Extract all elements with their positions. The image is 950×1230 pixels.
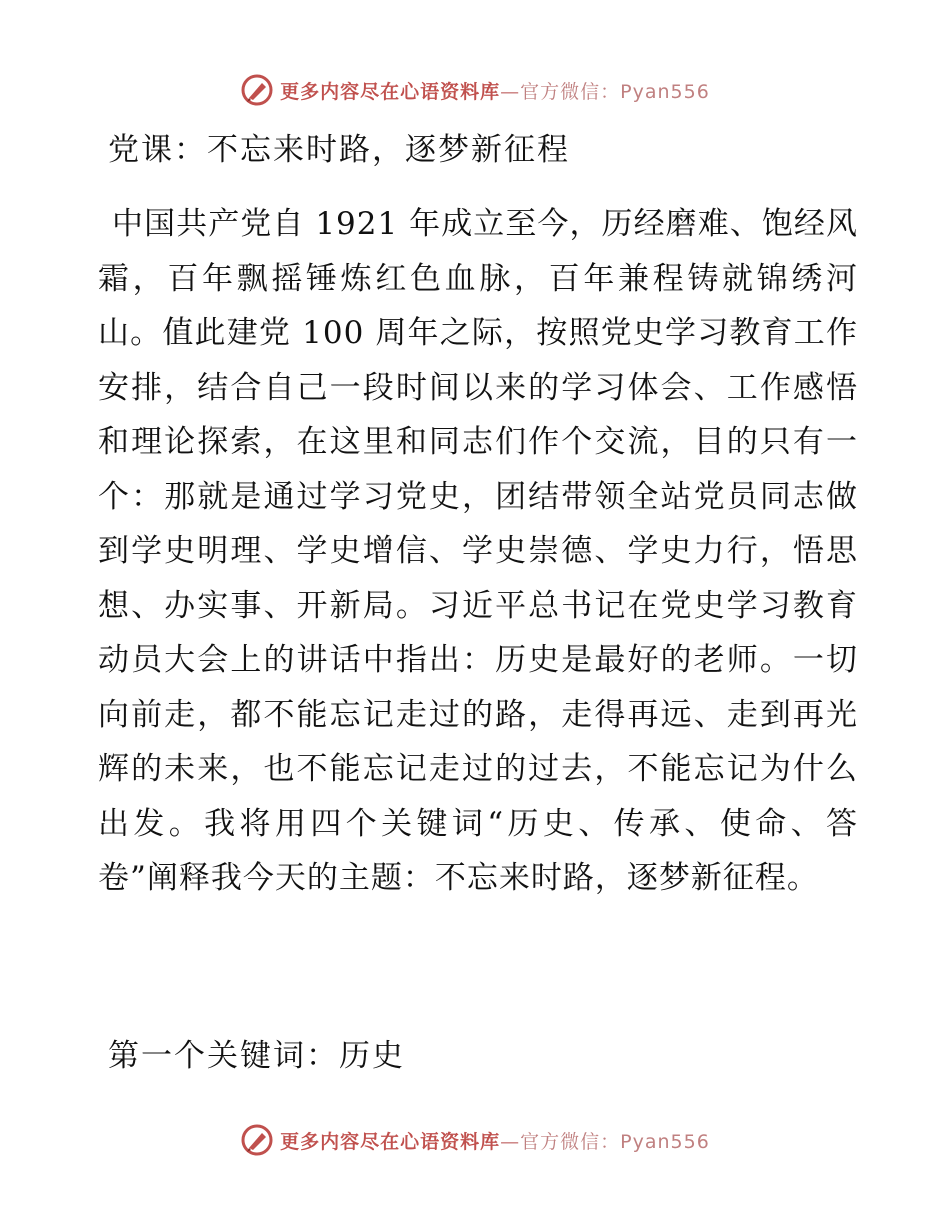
- watermark-dash: —: [500, 80, 521, 103]
- watermark-brand: 更多内容尽在心语资料库: [280, 80, 501, 103]
- body-paragraph: 中国共产党自 1921 年成立至今，历经磨难、饱经风霜，百年飘摇锤炼红色血脉，百年兼程铸就锦绣河山。值此建党 100 周年之际，按照党史学习教育工作安排，结合自己一段时间以来的学习体会、工作感悟和理论探索，在这里和同志们作个交流，目的只有一个：那就是通过学习党史，团结带领全站党员同志做到学史明理、学史增信、学史崇德、学史力行，悟思想、办实事、开新局。习近平总书记在党史学习教育动员大会上的讲话中指出：历史是最好的老师。一切向前走，都不能忘记走过的路，走得再远、走到再光辉的未来，也不能忘记走过的过去，不能忘记为什么出发。我将用四个关键词“历史、传承、使命、答卷”阐释我今天的主题：不忘来时路，逐梦新征程。: [98, 206, 858, 896]
- section-heading: 第一个关键词：历史: [108, 1038, 405, 1074]
- document-title: 党课：不忘来时路，逐梦新征程: [108, 132, 570, 168]
- watermark-dash: —: [500, 1130, 521, 1153]
- watermark-wechat: 官方微信：Pyan556: [520, 80, 710, 103]
- watermark-brand: 更多内容尽在心语资料库: [280, 1130, 501, 1153]
- footer-watermark-banner: [0, 1120, 950, 1160]
- watermark-wechat: 官方微信：Pyan556: [520, 1130, 710, 1153]
- pen-nib-logo-icon: [240, 73, 274, 107]
- watermark-text: [280, 77, 710, 104]
- header-watermark-banner: [0, 70, 950, 110]
- watermark-text: [280, 1127, 710, 1154]
- pen-nib-logo-icon: [240, 1123, 274, 1157]
